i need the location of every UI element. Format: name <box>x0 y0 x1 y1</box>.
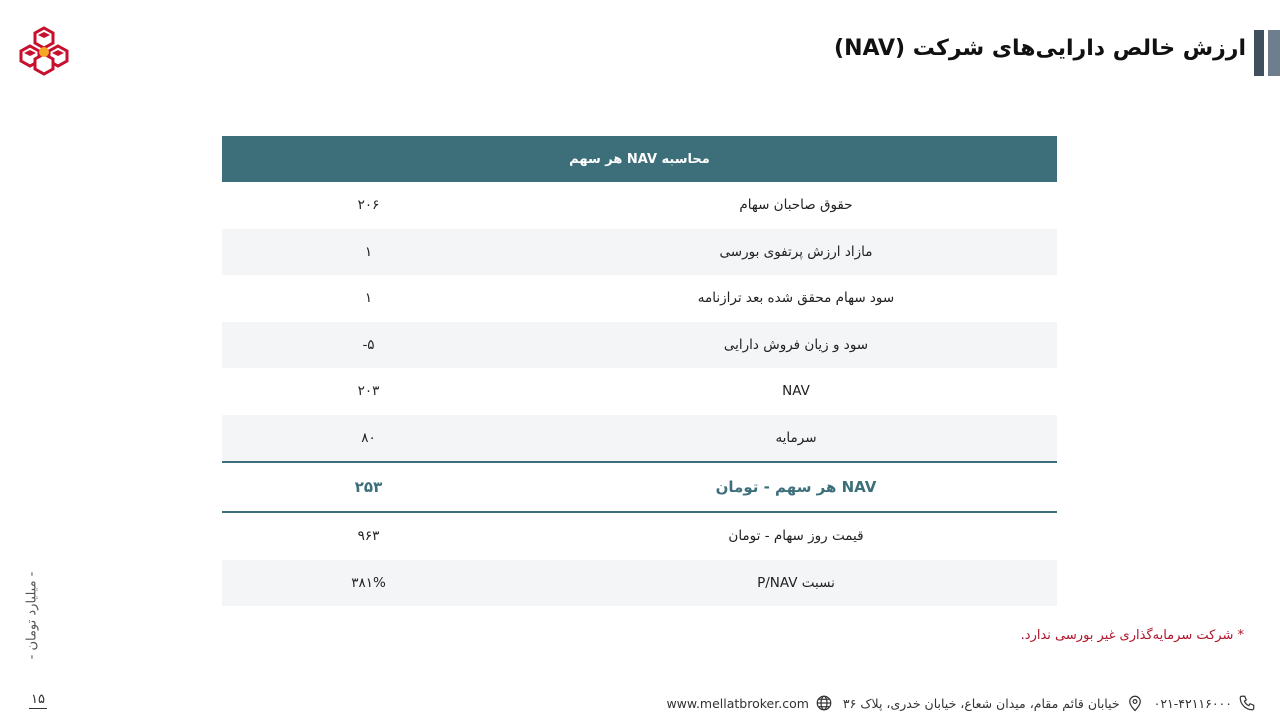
row-value: ۲۰۳ <box>357 383 380 400</box>
row-label: مازاد ارزش پرتفوی بورسی <box>719 243 873 260</box>
website-link[interactable]: www.mellatbroker.com <box>666 695 809 711</box>
page-number: ۱۵ <box>31 692 45 707</box>
table-row <box>222 322 1057 369</box>
unit-label-text: - میلیارد تومان - <box>24 571 40 659</box>
row-value: ۳۸۱% <box>351 574 386 591</box>
row-value: ۱ <box>364 243 373 260</box>
row-label: حقوق صاحبان سهام <box>739 197 853 214</box>
footnote: * شرکت سرمایه‌گذاری غیر بورسی ندارد. <box>1020 628 1244 643</box>
address-text: خیابان قائم مقام، میدان شعاع، خیابان خدری، پلاک ۳۶ <box>842 695 1120 711</box>
row-value: ۱ <box>364 290 373 307</box>
row-label: سود و زیان فروش دارایی <box>723 336 869 353</box>
phone-icon <box>1238 694 1256 712</box>
table-row <box>222 275 1057 322</box>
table-row <box>222 415 1057 462</box>
globe-icon <box>815 694 833 712</box>
table-row <box>222 229 1057 276</box>
footer <box>656 693 1256 713</box>
table-row <box>222 560 1057 607</box>
table-row <box>222 368 1057 415</box>
footer-phone <box>1154 694 1256 712</box>
footer-address <box>843 693 1144 713</box>
footer-website[interactable] <box>666 694 832 712</box>
table-row <box>222 182 1057 229</box>
row-label: سرمایه <box>775 429 817 446</box>
company-logo <box>18 24 70 76</box>
title-accent-bar <box>1254 30 1280 76</box>
location-pin-icon <box>1126 693 1144 713</box>
row-value: -۵ <box>362 336 375 353</box>
table-heading: محاسبه NAV هر سهم <box>222 136 1057 182</box>
nav-per-share-value: ۲۵۳ <box>354 478 383 496</box>
row-label: سود سهام محقق شده بعد ترازنامه <box>697 290 895 307</box>
phone-text: ۰۲۱-۴۲۱۱۶۰۰۰ <box>1153 695 1232 711</box>
page-title: ارزش خالص دارایی‌های شرکت (NAV) <box>834 36 1246 61</box>
row-value: ۹۶۳ <box>357 528 380 545</box>
nav-table <box>222 136 1057 606</box>
unit-label <box>22 560 42 670</box>
row-label: نسبت P/NAV <box>757 574 835 591</box>
table-row <box>222 513 1057 560</box>
row-label: قیمت روز سهام - تومان <box>728 528 864 545</box>
nav-per-share-row <box>222 461 1057 513</box>
row-value: ۲۰۶ <box>357 197 380 214</box>
nav-per-share-label: NAV هر سهم - تومان <box>715 478 877 496</box>
row-value: ۸۰ <box>361 429 376 446</box>
row-label: NAV <box>782 383 810 400</box>
